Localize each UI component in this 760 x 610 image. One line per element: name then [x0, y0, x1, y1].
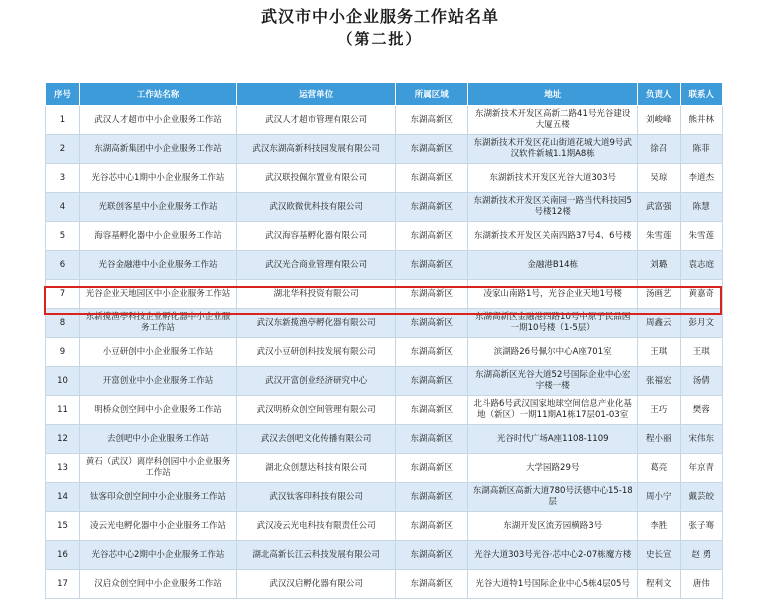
table-row [46, 570, 723, 599]
cell-station-name: 凌云光电孵化器中小企业服务工作站 [79, 512, 236, 541]
cell-contact: 袁志庭 [680, 251, 722, 280]
cell-operator: 武汉东新揽渔亭孵化器有限公司 [237, 309, 396, 338]
cell-operator: 武汉钛客印科技有限公司 [237, 483, 396, 512]
cell-station-name: 武汉人才超市中小企业服务工作站 [79, 106, 236, 135]
cell-contact: 张子骞 [680, 512, 722, 541]
table-row [46, 280, 723, 309]
cell-address: 东湖新技术开发区花山街道花城大道9号武汉软件新城1.1期A8栋 [468, 135, 638, 164]
table-row [46, 309, 723, 338]
cell-region: 东湖高新区 [396, 280, 468, 309]
table-row [46, 454, 723, 483]
cell-region: 东湖高新区 [396, 541, 468, 570]
table-row [46, 483, 723, 512]
table-row [46, 367, 723, 396]
cell-manager: 王琪 [638, 338, 680, 367]
table-row [46, 193, 723, 222]
cell-manager: 张福宏 [638, 367, 680, 396]
cell-operator: 湖北众创慧达科技有限公司 [237, 454, 396, 483]
cell-index: 13 [46, 454, 80, 483]
cell-station-name: 黄石（武汉）离岸科创园中小企业服务工作站 [79, 454, 236, 483]
table-row [46, 106, 723, 135]
cell-station-name: 光谷企业天地园区中小企业服务工作站 [79, 280, 236, 309]
cell-operator: 武汉去创吧文化传播有限公司 [237, 425, 396, 454]
cell-index: 14 [46, 483, 80, 512]
cell-contact: 年京青 [680, 454, 722, 483]
cell-region: 东湖高新区 [396, 570, 468, 599]
header-index: 序号 [46, 83, 80, 106]
cell-manager: 程小丽 [638, 425, 680, 454]
cell-station-name: 明桥众创空间中小企业服务工作站 [79, 396, 236, 425]
cell-contact: 彭月文 [680, 309, 722, 338]
cell-index: 10 [46, 367, 80, 396]
cell-index: 6 [46, 251, 80, 280]
cell-region: 东湖高新区 [396, 512, 468, 541]
cell-manager: 朱雪莲 [638, 222, 680, 251]
table-row [46, 541, 723, 570]
cell-station-name: 小豆研创中小企业服务工作站 [79, 338, 236, 367]
cell-contact: 陈菲 [680, 135, 722, 164]
cell-operator: 湖北高新长江云科技发展有限公司 [237, 541, 396, 570]
header-contact: 联系人 [680, 83, 722, 106]
cell-station-name: 光谷金融港中小企业服务工作站 [79, 251, 236, 280]
cell-manager: 周小宁 [638, 483, 680, 512]
document-title: 武汉市中小企业服务工作站名单 [260, 7, 499, 26]
cell-operator: 武汉东湖高新科技园发展有限公司 [237, 135, 396, 164]
header-manager: 负责人 [638, 83, 680, 106]
cell-index: 8 [46, 309, 80, 338]
cell-contact: 樊蓉 [680, 396, 722, 425]
cell-contact: 黄嘉奇 [680, 280, 722, 309]
cell-address: 金融港B14栋 [468, 251, 638, 280]
cell-station-name: 光联创客星中小企业服务工作站 [79, 193, 236, 222]
cell-manager: 刘璐 [638, 251, 680, 280]
cell-manager: 葛亮 [638, 454, 680, 483]
cell-manager: 李胜 [638, 512, 680, 541]
cell-station-name: 钛客印众创空间中小企业服务工作站 [79, 483, 236, 512]
cell-operator: 武汉欧微优科技有限公司 [237, 193, 396, 222]
cell-station-name: 开富创业中小企业服务工作站 [79, 367, 236, 396]
table-row [46, 512, 723, 541]
cell-operator: 武汉开富创业经济研究中心 [237, 367, 396, 396]
cell-contact: 王琪 [680, 338, 722, 367]
cell-manager: 刘峻峰 [638, 106, 680, 135]
cell-address: 光谷大道特1号国际企业中心5栋4层05号 [468, 570, 638, 599]
cell-region: 东湖高新区 [396, 251, 468, 280]
document-subtitle: （第二批） [337, 30, 423, 48]
cell-operator: 武汉明桥众创空间管理有限公司 [237, 396, 396, 425]
table-row [46, 425, 723, 454]
cell-address: 北斗路6号武汉国家地球空间信息产业化基地（新区）一期11期A1栋17层01-03室 [468, 396, 638, 425]
cell-region: 东湖高新区 [396, 135, 468, 164]
cell-address: 凌家山南路1号，光谷企业天地1号楼 [468, 280, 638, 309]
cell-region: 东湖高新区 [396, 396, 468, 425]
table-row [46, 222, 723, 251]
header-region: 所属区域 [396, 83, 468, 106]
cell-address: 东湖高新区光谷大道52号国际企业中心宏宇楼一楼 [468, 367, 638, 396]
cell-index: 16 [46, 541, 80, 570]
cell-station-name: 光谷芯中心2期中小企业服务工作站 [79, 541, 236, 570]
cell-manager: 王巧 [638, 396, 680, 425]
cell-index: 5 [46, 222, 80, 251]
cell-address: 东湖新技术开发区关南四路37号4、6号楼 [468, 222, 638, 251]
table-row [46, 251, 723, 280]
table-row [46, 396, 723, 425]
cell-operator: 武汉小豆研创科技发展有限公司 [237, 338, 396, 367]
cell-station-name: 去创吧中小企业服务工作站 [79, 425, 236, 454]
cell-contact: 汤倩 [680, 367, 722, 396]
cell-address: 东湖高新区金融港四路10号中原子民品园一期10号楼（1-5层） [468, 309, 638, 338]
cell-operator: 武汉联投佩尔置业有限公司 [237, 164, 396, 193]
cell-index: 9 [46, 338, 80, 367]
cell-operator: 武汉汉启孵化器有限公司 [237, 570, 396, 599]
header-address: 地址 [468, 83, 638, 106]
cell-region: 东湖高新区 [396, 338, 468, 367]
cell-contact: 李道杰 [680, 164, 722, 193]
cell-operator: 武汉凌云光电科技有限责任公司 [237, 512, 396, 541]
table-row [46, 164, 723, 193]
cell-station-name: 汉启众创空间中小企业服务工作站 [79, 570, 236, 599]
cell-region: 东湖高新区 [396, 106, 468, 135]
cell-contact: 朱雪莲 [680, 222, 722, 251]
cell-manager: 周鑫云 [638, 309, 680, 338]
cell-address: 东湖新技术开发区高新二路41号光谷建设大厦五楼 [468, 106, 638, 135]
cell-address: 东湖高新区高新大道780号沃德中心15-18层 [468, 483, 638, 512]
header-operator: 运营单位 [237, 83, 396, 106]
cell-station-name: 东新揽渔亭科技企业孵化器中小企业服务工作站 [79, 309, 236, 338]
cell-address: 大学园路29号 [468, 454, 638, 483]
cell-contact: 熊井林 [680, 106, 722, 135]
cell-address: 光谷大道303号光谷·芯中心2-07栋魔方楼 [468, 541, 638, 570]
table-body [46, 106, 723, 599]
cell-index: 15 [46, 512, 80, 541]
cell-region: 东湖高新区 [396, 483, 468, 512]
cell-operator: 武汉人才超市管理有限公司 [237, 106, 396, 135]
cell-manager: 徐召 [638, 135, 680, 164]
header-station-name: 工作站名称 [79, 83, 236, 106]
cell-contact: 宋伟东 [680, 425, 722, 454]
cell-address: 光谷时代广场A座1108-1109 [468, 425, 638, 454]
cell-station-name: 光谷芯中心1期中小企业服务工作站 [79, 164, 236, 193]
workstation-table [45, 82, 723, 599]
cell-region: 东湖高新区 [396, 164, 468, 193]
table-row [46, 338, 723, 367]
cell-station-name: 东湖高新集团中小企业服务工作站 [79, 135, 236, 164]
table-row [46, 135, 723, 164]
cell-region: 东湖高新区 [396, 454, 468, 483]
cell-address: 东湖新技术开发区关南园一路当代科技园5号楼12楼 [468, 193, 638, 222]
cell-contact: 赵 勇 [680, 541, 722, 570]
cell-contact: 唐伟 [680, 570, 722, 599]
cell-address: 东湖开发区流芳园横路3号 [468, 512, 638, 541]
cell-operator: 湖北华科投资有限公司 [237, 280, 396, 309]
cell-index: 2 [46, 135, 80, 164]
cell-address: 滨湖路26号佩尔中心A座701室 [468, 338, 638, 367]
cell-contact: 陈慧 [680, 193, 722, 222]
cell-index: 1 [46, 106, 80, 135]
cell-index: 7 [46, 280, 80, 309]
cell-manager: 汤画艺 [638, 280, 680, 309]
cell-region: 东湖高新区 [396, 222, 468, 251]
cell-manager: 史长宣 [638, 541, 680, 570]
cell-index: 4 [46, 193, 80, 222]
cell-index: 12 [46, 425, 80, 454]
cell-region: 东湖高新区 [396, 193, 468, 222]
cell-region: 东湖高新区 [396, 309, 468, 338]
cell-operator: 武汉光合商业管理有限公司 [237, 251, 396, 280]
cell-index: 3 [46, 164, 80, 193]
cell-address: 东湖新技术开发区光谷大道303号 [468, 164, 638, 193]
cell-station-name: 海容基孵化器中小企业服务工作站 [79, 222, 236, 251]
table-header-row [46, 83, 723, 106]
cell-index: 11 [46, 396, 80, 425]
cell-index: 17 [46, 570, 80, 599]
cell-region: 东湖高新区 [396, 367, 468, 396]
cell-operator: 武汉海容基孵化器有限公司 [237, 222, 396, 251]
cell-region: 东湖高新区 [396, 425, 468, 454]
cell-manager: 程利文 [638, 570, 680, 599]
cell-manager: 吴琼 [638, 164, 680, 193]
cell-manager: 武富强 [638, 193, 680, 222]
cell-contact: 戴芸皎 [680, 483, 722, 512]
